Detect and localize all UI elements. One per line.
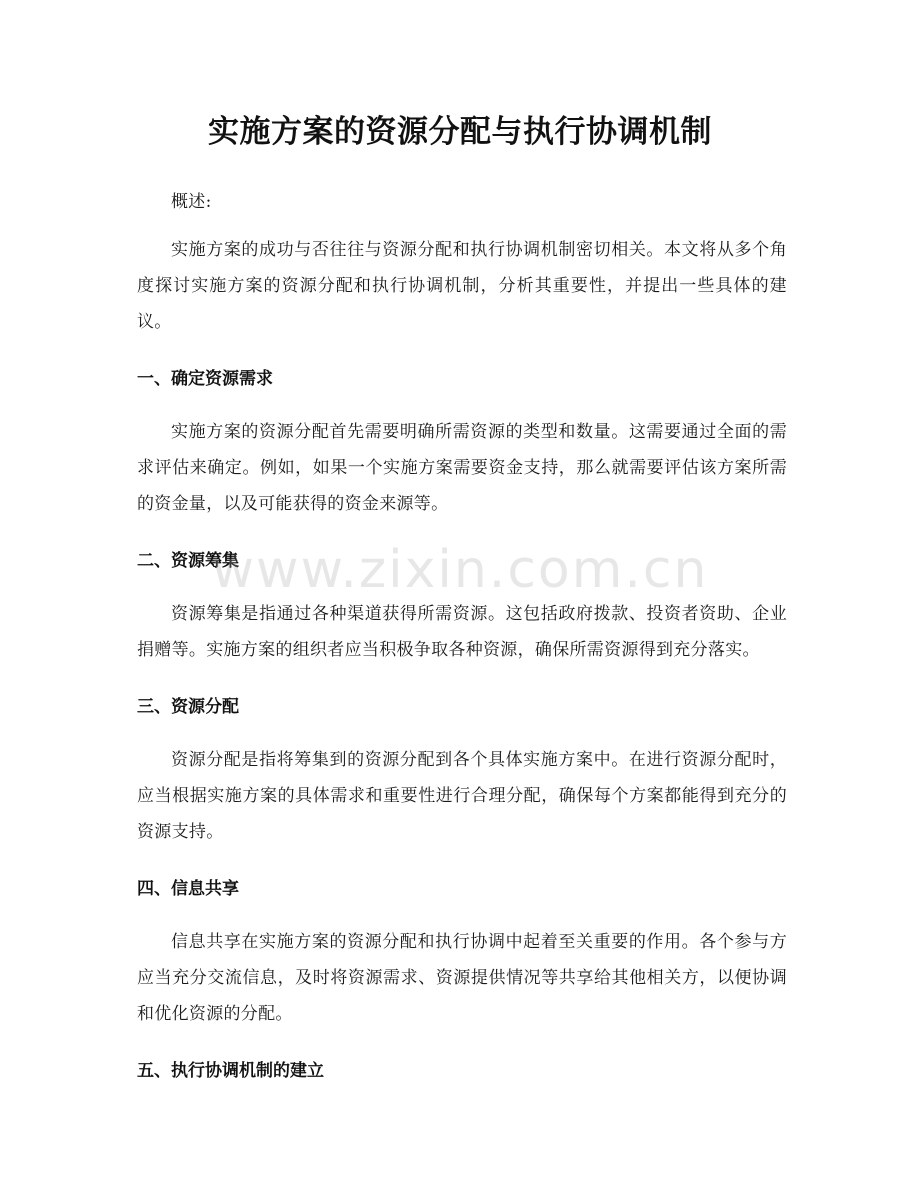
section-paragraph-3: 资源分配是指将筹集到的资源分配到各个具体实施方案中。在进行资源分配时，应当根据实施方案的具体需求和重要性进行合理分配，确保每个方案都能得到充分的资源支持。 — [137, 750, 787, 842]
overview-label: 概述: — [171, 192, 212, 212]
section-paragraph-2: 资源筹集是指通过各种渠道获得所需资源。这包括政府拨款、投资者资助、企业捐赠等。实施方案的组织者应当积极争取各种资源，确保所需资源得到充分落实。 — [137, 604, 787, 660]
section-paragraph-1: 实施方案的资源分配首先需要明确所需资源的类型和数量。这需要通过全面的需求评估来确定。例如，如果一个实施方案需要资金支持，那么就需要评估该方案所需的资金量，以及可能获得的资金来源等。 — [137, 422, 787, 514]
document-title: 实施方案的资源分配与执行协调机制 — [208, 114, 712, 150]
section-heading-2: 二、资源筹集 — [137, 551, 239, 571]
section-paragraph-4: 信息共享在实施方案的资源分配和执行协调中起着至关重要的作用。各个参与方应当充分交流信息，及时将资源需求、资源提供情况等共享给其他相关方，以便协调和优化资源的分配。 — [137, 932, 787, 1024]
section-heading-4: 四、信息共享 — [137, 879, 239, 899]
section-heading-5: 五、执行协调机制的建立 — [137, 1061, 324, 1081]
section-heading-3: 三、资源分配 — [137, 697, 239, 717]
document-body — [137, 184, 787, 1106]
section-heading-1: 一、确定资源需求 — [137, 369, 273, 389]
watermark-text: www.zixin.com.cn — [211, 540, 709, 600]
overview-paragraph: 实施方案的成功与否往往与资源分配和执行协调机制密切相关。本文将从多个角度探讨实施方案的资源分配和执行协调机制，分析其重要性，并提出一些具体的建议。 — [137, 240, 787, 332]
